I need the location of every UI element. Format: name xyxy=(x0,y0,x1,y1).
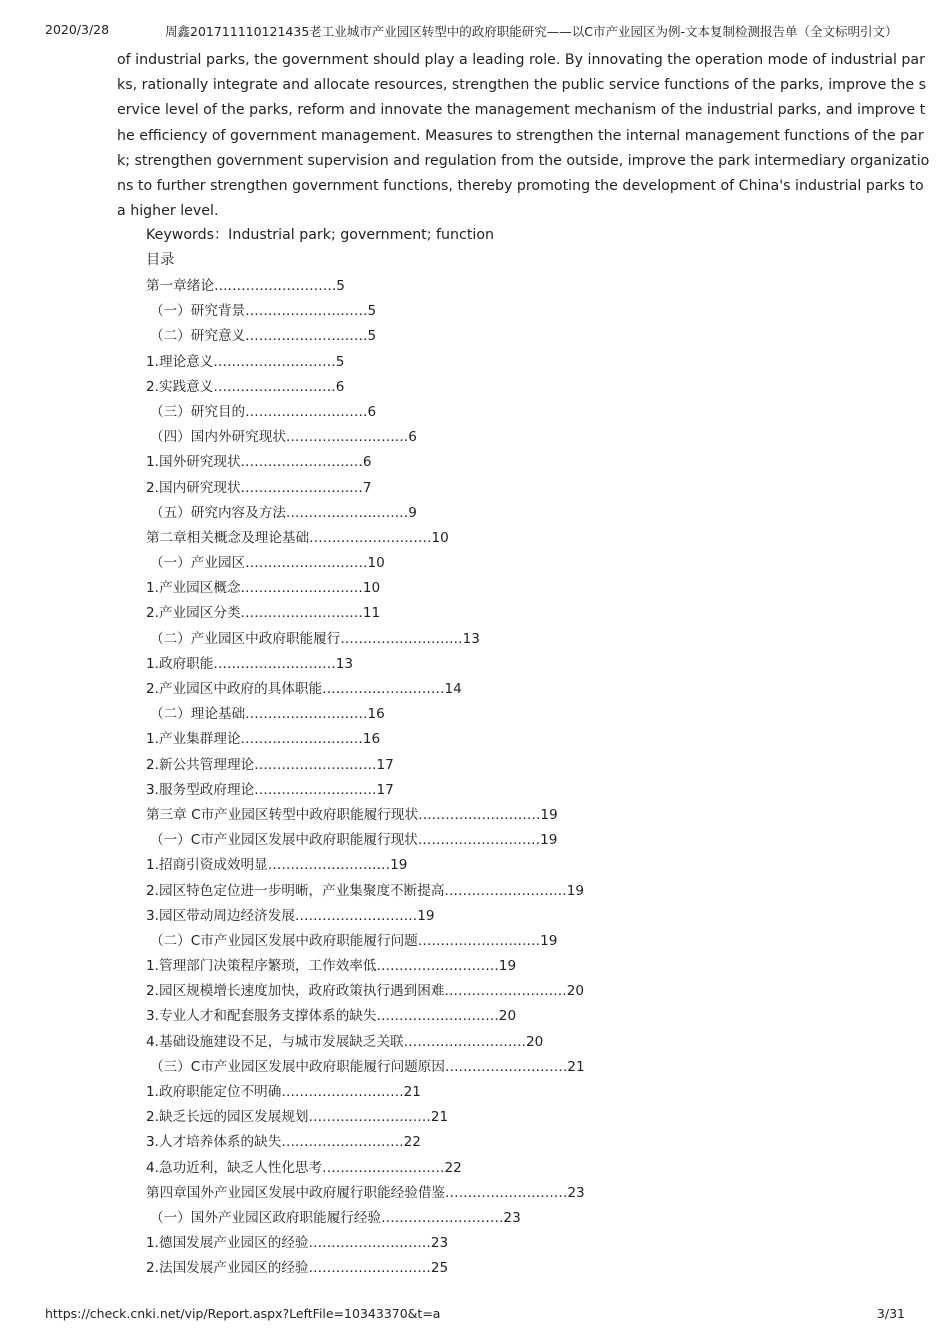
toc-entry: 第二章相关概念及理论基础………………………10 xyxy=(146,529,449,546)
keywords: Keywords：Industrial park; government; function xyxy=(146,227,494,243)
toc-entry: 2.新公共管理理论………………………17 xyxy=(146,756,394,773)
toc-entry: 3.园区带动周边经济发展………………………19 xyxy=(146,907,435,924)
toc-entry: 1.理论意义………………………5 xyxy=(146,353,345,370)
abstract-paragraph xyxy=(117,48,930,224)
toc-entry: 1.产业集群理论………………………16 xyxy=(146,731,381,748)
abstract-line: a higher level. xyxy=(117,203,219,220)
toc-entry: 1.招商引资成效明显………………………19 xyxy=(146,857,408,874)
toc-entry: 2.法国发展产业园区的经验………………………25 xyxy=(146,1260,449,1277)
toc-entry: 第四章国外产业园区发展中政府履行职能经验借鉴………………………23 xyxy=(146,1184,585,1201)
toc-entry: 1.管理部门决策程序繁琐，工作效率低………………………19 xyxy=(146,958,517,975)
toc-entry: （一）产业园区………………………10 xyxy=(150,555,385,572)
toc-entry: （三）研究目的………………………6 xyxy=(150,403,377,420)
toc-entry: （二）产业园区中政府职能履行………………………13 xyxy=(150,630,480,647)
toc-entry: 1.德国发展产业园区的经验………………………23 xyxy=(146,1235,449,1252)
abstract-line: ns to further strengthen government functions, thereby promoting the development of China's industrial parks to xyxy=(117,177,924,194)
table-of-contents xyxy=(146,274,846,1282)
toc-entry: （一）国外产业园区政府职能履行经验………………………23 xyxy=(150,1209,521,1226)
toc-entry: 2.缺乏长远的园区发展规划………………………21 xyxy=(146,1109,449,1126)
toc-entry: 2.国内研究现状………………………7 xyxy=(146,479,372,496)
abstract-line: of industrial parks, the government should play a leading role. By innovating the operation mode of industrial par xyxy=(117,52,925,68)
toc-entry: 1.国外研究现状………………………6 xyxy=(146,454,372,471)
toc-entry: 1.政府职能………………………13 xyxy=(146,655,353,672)
toc-entry: 第三章 C市产业园区转型中政府职能履行现状………………………19 xyxy=(146,806,558,823)
toc-entry: （三）C市产业园区发展中政府职能履行问题原因………………………21 xyxy=(150,1058,585,1075)
toc-entry: （五）研究内容及方法………………………9 xyxy=(150,504,417,521)
abstract-line: ks, rationally integrate and allocate resources, strengthen the public service functions of the parks, improve the s xyxy=(117,77,926,94)
toc-entry: 2.产业园区中政府的具体职能………………………14 xyxy=(146,681,462,697)
toc-entry: 2.园区规模增长速度加快，政府政策执行遇到困难………………………20 xyxy=(146,983,585,1000)
toc-entry: （四）国内外研究现状………………………6 xyxy=(150,429,417,446)
toc-entry: 2.园区特色定位进一步明晰，产业集聚度不断提高………………………19 xyxy=(146,882,585,899)
toc-entry: 3.专业人才和配套服务支撑体系的缺失………………………20 xyxy=(146,1008,517,1025)
toc-entry: （二）C市产业园区发展中政府职能履行问题………………………19 xyxy=(150,932,558,949)
header-title: 周鑫201711110121435老工业城市产业园区转型中的政府职能研究——以C市产业园区为例-文本复制检测报告单（全文标明引文） xyxy=(165,24,898,39)
toc-entry: （一）C市产业园区发展中政府职能履行现状………………………19 xyxy=(150,832,558,849)
toc-entry: 第一章绪论………………………5 xyxy=(146,278,345,294)
footer-url[interactable]: https://check.cnki.net/vip/Report.aspx?LeftFile=10343370&t=a xyxy=(45,1306,441,1321)
toc-entry: 3.人才培养体系的缺失………………………22 xyxy=(146,1134,421,1151)
toc-entry: 2.产业园区分类………………………11 xyxy=(146,605,381,622)
abstract-line: k; strengthen government supervision and regulation from the outside, improve the park intermediary organizatio xyxy=(117,152,930,169)
toc-entry: （一）研究背景………………………5 xyxy=(150,303,377,320)
abstract-line: ervice level of the parks, reform and innovate the management mechanism of the industrial parks, and improve t xyxy=(117,102,926,119)
toc-entry: 2.实践意义………………………6 xyxy=(146,378,345,395)
abstract-line: he efficiency of government management. Measures to strengthen the internal management functions of the par xyxy=(117,127,924,144)
toc-entry: 3.服务型政府理论………………………17 xyxy=(146,781,394,798)
toc-entry: 4.基础设施建设不足，与城市发展缺乏关联………………………20 xyxy=(146,1033,544,1050)
toc-entry: （二）研究意义………………………5 xyxy=(150,328,377,345)
header-date: 2020/3/28 xyxy=(45,22,110,37)
toc-entry: 1.政府职能定位不明确………………………21 xyxy=(146,1084,421,1100)
toc-entry: 1.产业园区概念………………………10 xyxy=(146,580,381,597)
footer-page-number: 3/31 xyxy=(876,1306,905,1321)
toc-entry: 4.急功近利，缺乏人性化思考………………………22 xyxy=(146,1159,462,1176)
toc-entry: （二）理论基础………………………16 xyxy=(150,706,385,723)
toc-title: 目录 xyxy=(146,252,175,268)
